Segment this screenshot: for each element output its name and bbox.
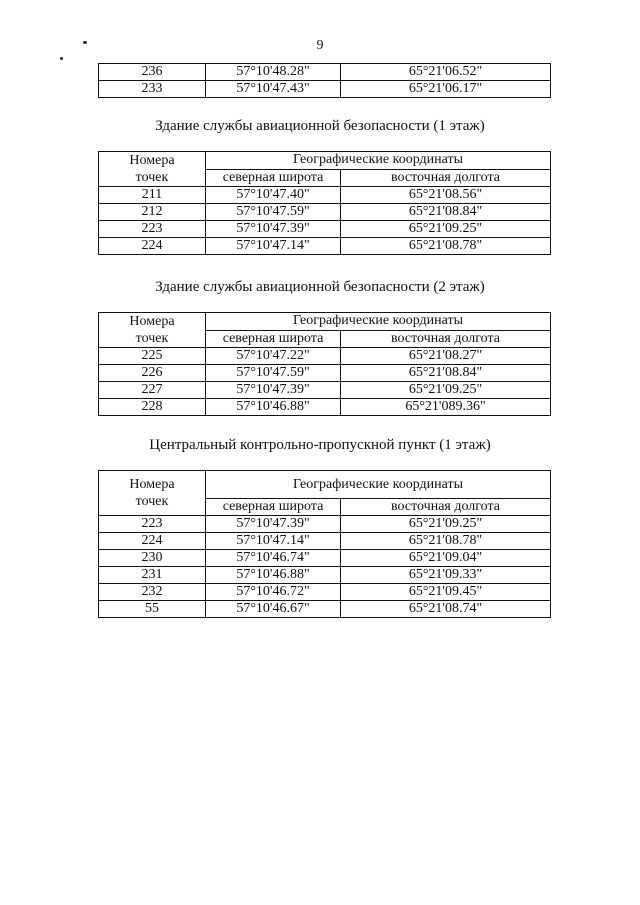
header-row <box>99 471 551 499</box>
table-row <box>99 567 551 584</box>
latitude-cell: 57°10'47.59" <box>206 365 341 382</box>
point-number-cell: 211 <box>99 187 206 204</box>
section-title: Здание службы авиационной безопасности (1 этаж) <box>155 118 485 134</box>
latitude-cell: 57°10'47.14" <box>206 533 341 550</box>
header-row <box>99 152 551 170</box>
point-number-cell: 225 <box>99 348 206 365</box>
latitude-cell: 57°10'46.88" <box>206 567 341 584</box>
table-row <box>99 601 551 618</box>
longitude-cell: 65°21'08.74" <box>341 601 551 618</box>
continuation-table <box>98 63 551 98</box>
longitude-header: восточная долгота <box>341 169 551 187</box>
table-row <box>99 365 551 382</box>
longitude-cell: 65°21'08.27" <box>341 348 551 365</box>
point-number-cell: 223 <box>99 516 206 533</box>
longitude-cell: 65°21'08.78" <box>341 238 551 255</box>
points-header-line1: Номера <box>129 477 175 492</box>
longitude-cell: 65°21'09.45" <box>341 584 551 601</box>
table-row <box>99 399 551 416</box>
latitude-header: северная широта <box>206 169 341 187</box>
point-number-cell: 232 <box>99 584 206 601</box>
latitude-cell: 57°10'46.72" <box>206 584 341 601</box>
table-row <box>99 204 551 221</box>
longitude-cell: 65°21'09.25" <box>341 382 551 399</box>
point-number-cell: 224 <box>99 238 206 255</box>
scan-speck <box>60 57 63 60</box>
table-row <box>99 81 551 98</box>
latitude-cell: 57°10'46.88" <box>206 399 341 416</box>
longitude-cell: 65°21'09.04" <box>341 550 551 567</box>
point-number-cell: 223 <box>99 221 206 238</box>
latitude-cell: 57°10'47.39" <box>206 516 341 533</box>
latitude-cell: 57°10'47.43" <box>206 81 341 98</box>
point-number-cell: 227 <box>99 382 206 399</box>
table-row <box>99 584 551 601</box>
points-header-line2: точек <box>135 494 169 509</box>
latitude-cell: 57°10'47.39" <box>206 221 341 238</box>
longitude-cell: 65°21'08.84" <box>341 204 551 221</box>
points-header-line2: точек <box>135 170 169 185</box>
latitude-cell: 57°10'47.39" <box>206 382 341 399</box>
latitude-cell: 57°10'47.14" <box>206 238 341 255</box>
section-title: Здание службы авиационной безопасности (2 этаж) <box>155 279 485 295</box>
table-row <box>99 516 551 533</box>
latitude-cell: 57°10'46.67" <box>206 601 341 618</box>
latitude-cell: 57°10'48.28" <box>206 64 341 81</box>
table-row <box>99 550 551 567</box>
longitude-cell: 65°21'06.17" <box>341 81 551 98</box>
page-number: 9 <box>316 38 324 53</box>
section-title: Центральный контрольно-пропускной пункт (1 этаж) <box>149 437 491 453</box>
longitude-cell: 65°21'06.52" <box>341 64 551 81</box>
coords-header: Географические координаты <box>206 152 551 170</box>
longitude-cell: 65°21'09.33" <box>341 567 551 584</box>
table-row <box>99 221 551 238</box>
latitude-header: северная широта <box>206 499 341 516</box>
longitude-cell: 65°21'08.56" <box>341 187 551 204</box>
points-header-line1: Номера <box>129 153 175 168</box>
coordinates-table <box>98 470 551 618</box>
latitude-cell: 57°10'47.22" <box>206 348 341 365</box>
longitude-cell: 65°21'08.84" <box>341 365 551 382</box>
table-row <box>99 533 551 550</box>
coords-header: Географические координаты <box>206 471 551 499</box>
points-header-line2: точек <box>135 331 169 346</box>
latitude-cell: 57°10'46.74" <box>206 550 341 567</box>
table-row <box>99 382 551 399</box>
points-header <box>99 471 206 516</box>
points-header <box>99 152 206 187</box>
longitude-cell: 65°21'08.78" <box>341 533 551 550</box>
point-number-cell: 224 <box>99 533 206 550</box>
table-row <box>99 238 551 255</box>
point-number-cell: 236 <box>99 64 206 81</box>
table-row <box>99 348 551 365</box>
coordinates-table <box>98 312 551 416</box>
point-number-cell: 228 <box>99 399 206 416</box>
table-row <box>99 64 551 81</box>
coordinates-table <box>98 151 551 255</box>
coords-header: Географические координаты <box>206 313 551 331</box>
point-number-cell: 55 <box>99 601 206 618</box>
header-row <box>99 313 551 331</box>
point-number-cell: 233 <box>99 81 206 98</box>
longitude-header: восточная долгота <box>341 330 551 348</box>
point-number-cell: 226 <box>99 365 206 382</box>
longitude-cell: 65°21'089.36" <box>341 399 551 416</box>
points-header-line1: Номера <box>129 314 175 329</box>
latitude-cell: 57°10'47.59" <box>206 204 341 221</box>
latitude-header: северная широта <box>206 330 341 348</box>
longitude-header: восточная долгота <box>341 499 551 516</box>
point-number-cell: 231 <box>99 567 206 584</box>
points-header <box>99 313 206 348</box>
point-number-cell: 212 <box>99 204 206 221</box>
longitude-cell: 65°21'09.25" <box>341 516 551 533</box>
longitude-cell: 65°21'09.25" <box>341 221 551 238</box>
latitude-cell: 57°10'47.40" <box>206 187 341 204</box>
point-number-cell: 230 <box>99 550 206 567</box>
table-row <box>99 187 551 204</box>
